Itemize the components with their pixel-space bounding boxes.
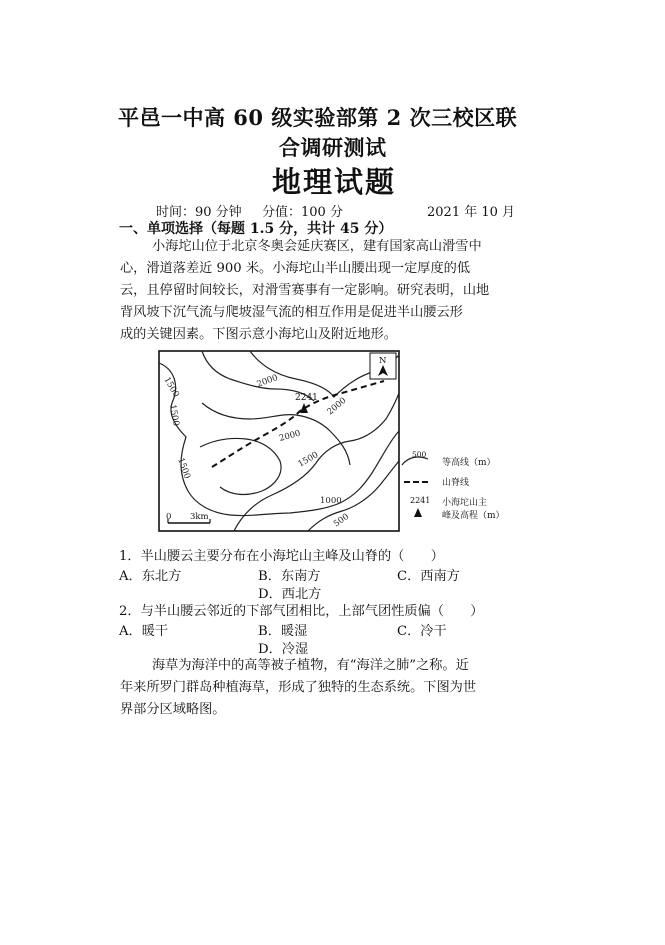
intro-line-4: 背风坡下沉气流与爬坡湿气流的相互作用是促进半山腰云形 — [120, 305, 463, 320]
q2-option-b[interactable]: B．暖湿 — [258, 624, 308, 639]
legend-peak-text-2: 峰及高程（m） — [442, 511, 505, 521]
q1-option-c[interactable]: C．西南方 — [397, 569, 460, 584]
legend-peak-text-1: 小海坨山主 — [442, 498, 488, 508]
legend-peak-value: 2241 — [410, 496, 431, 505]
intro-line-1: 小海坨山位于北京冬奥会延庆赛区，建有国家高山滑雪中 — [152, 239, 482, 254]
q2-option-a[interactable]: A．暖干 — [119, 624, 169, 639]
question-2-stem: 2．与半山腰云邻近的下部气团相比，上部气团性质偏（ ） — [119, 604, 484, 619]
q1-option-b[interactable]: B．东南方 — [258, 569, 321, 584]
q2-option-c[interactable]: C．冷干 — [397, 624, 447, 639]
q1-option-a[interactable]: A．东北方 — [119, 569, 182, 584]
scale-zero: 0 — [166, 512, 172, 522]
question-1-stem: 1．半山腰云主要分布在小海坨山主峰及山脊的（ ） — [119, 549, 444, 564]
peak-elevation-label: 2241 — [295, 393, 318, 403]
exam-date: 2021 年 10 月 — [427, 205, 516, 220]
topographic-map — [150, 345, 530, 540]
north-label: N — [379, 356, 387, 366]
exam-time: 时间：90 分钟 — [156, 205, 242, 220]
contour-label: 1500 — [161, 375, 181, 400]
subject-title: 地理试题 — [272, 165, 397, 199]
passage2-line-2: 年来所罗门群岛种植海草，形成了独特的生态系统。下图为世 — [120, 680, 477, 695]
contour-label: 2000 — [325, 395, 349, 418]
intro-line-3: 云，且停留时间较长，对滑雪赛事有一定影响。研究表明，山地 — [120, 283, 490, 298]
exam-score: 分值：100 分 — [262, 205, 343, 220]
title-line-1: 平邑一中高 60 级实验部第 2 次三校区联 — [118, 105, 518, 130]
contour-line — [234, 393, 399, 531]
contour-label: 1000 — [320, 496, 342, 506]
passage2-line-1: 海草为海洋中的高等被子植物，有“海洋之肺”之称。近 — [152, 658, 469, 673]
legend-contour-value: 500 — [412, 450, 427, 459]
contour-label: 1500 — [175, 456, 192, 481]
intro-line-2: 心，滑道落差近 900 米。小海坨山半山腰出现一定厚度的低 — [120, 261, 471, 276]
contour-label: 1500 — [167, 403, 181, 427]
q1-option-d[interactable]: D．西北方 — [258, 587, 322, 602]
contour-label: 2000 — [255, 373, 280, 390]
title-line-2: 合调研测试 — [279, 135, 387, 160]
legend-peak-icon — [414, 508, 422, 517]
passage2-line-3: 界部分区域略图。 — [120, 702, 226, 717]
contour-label: 1500 — [296, 450, 321, 470]
contour-label: 500 — [331, 511, 352, 530]
section-heading: 一、单项选择（每题 1.5 分，共计 45 分） — [119, 221, 393, 237]
peak-marker — [300, 403, 308, 413]
map-legend — [402, 450, 505, 521]
legend-ridge-text: 山脊线 — [442, 478, 470, 488]
legend-contour-text: 等高线（m） — [442, 458, 496, 468]
intro-line-5: 成的关键因素。下图示意小海坨山及附近地形。 — [120, 327, 397, 342]
scale-label: 3km — [190, 512, 209, 522]
contour-label: 2000 — [278, 428, 302, 444]
q2-option-d[interactable]: D．冷湿 — [258, 642, 309, 657]
